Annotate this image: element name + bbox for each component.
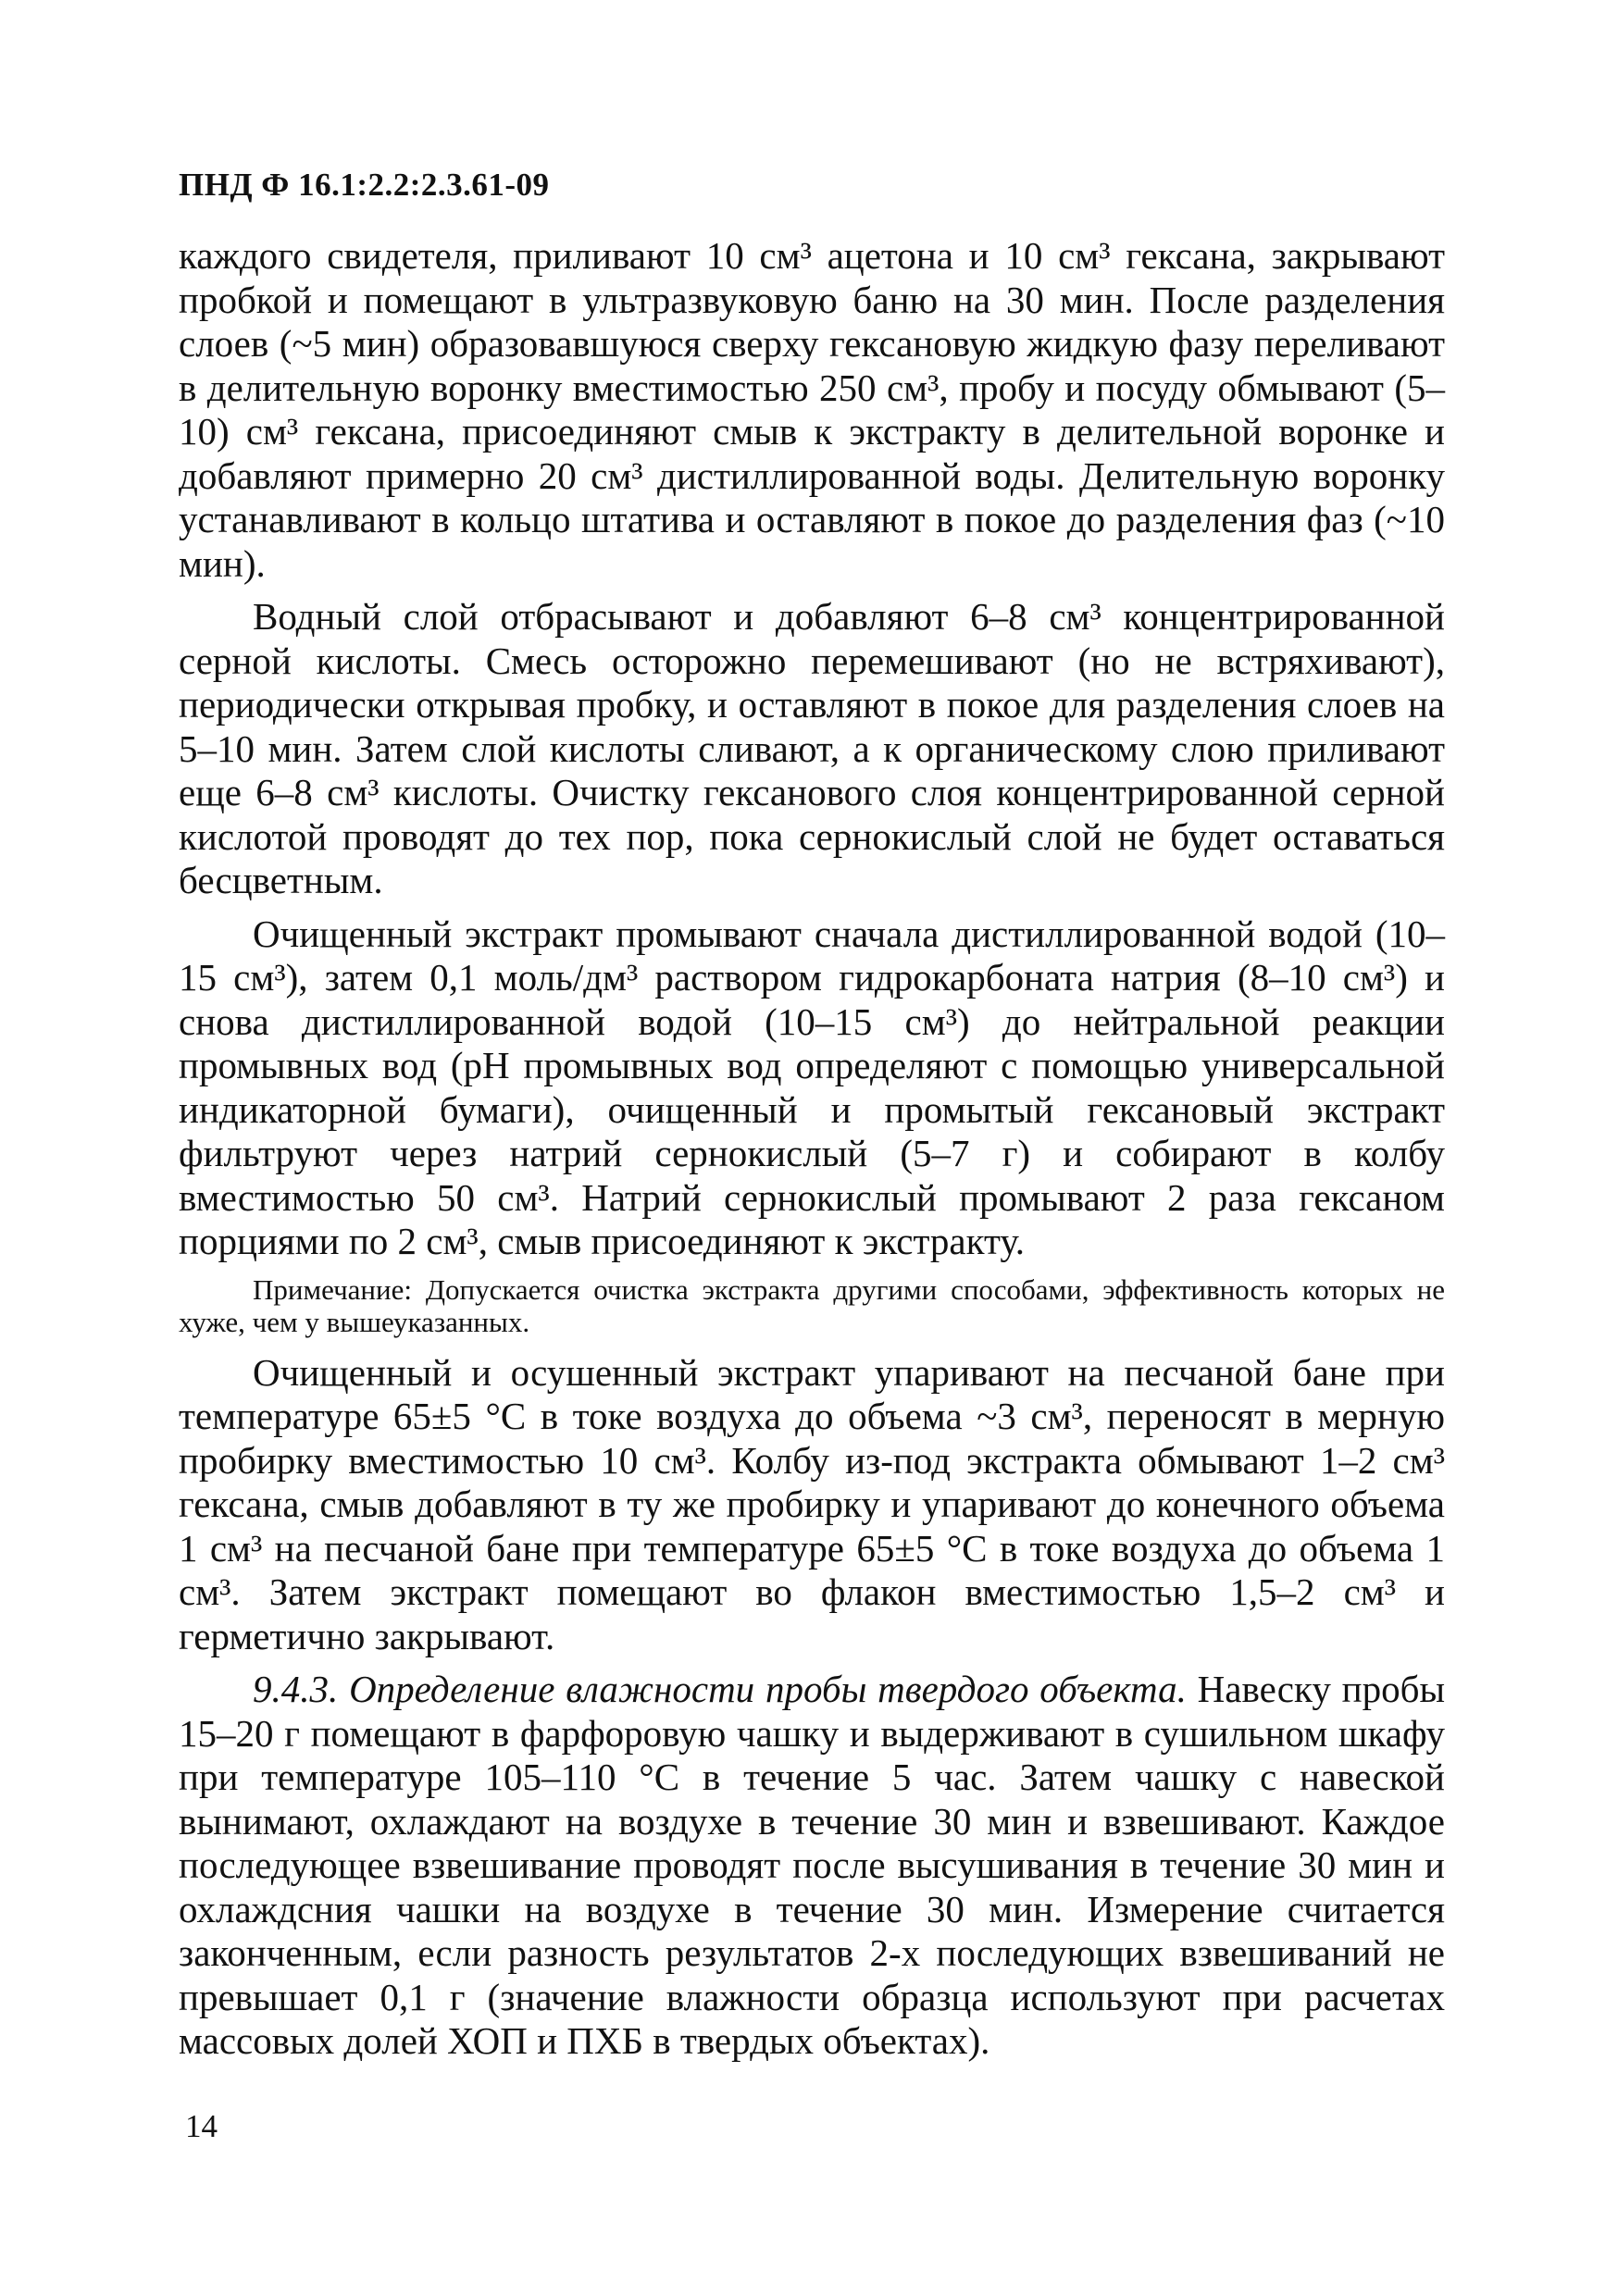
document-code-header: ПНД Ф 16.1:2.2:2.3.61-09 bbox=[179, 167, 550, 203]
paragraph-evaporation: Очищенный и осушенный экстракт упаривают на песчаной бане при температуре 65±5 °С в токе воздуха до объема ~3 см³, переносят в мерную пробирку вместимостью 10 см³. Колбу из-под экстракта обмывают 1–2 см³ гексана, смыв добавляют в ту же пробирку и упаривают до конечного объема 1 см³ на песчаной бане при температуре 65±5 °С в токе воздуха до объема 1 см³. Затем экстракт помещают во флакон вместимостью 1,5–2 см³ и герметично закрывают. bbox=[179, 1350, 1445, 1657]
paragraph-washing: Очищенный экстракт промывают сначала дистиллированной водой (10–15 см³), затем 0,1 моль/дм³ раствором гидрокарбоната натрия (8–10 см³) и снова дистиллированной водой (10–15 см³) до нейтральной реакции промывных вод (pH промывных вод определяют с помощью универсальной индикаторной бумаги), очищенный и промытый гексановый экстракт фильтруют через натрий сернокислый (5–7 г) и собирают в колбу вместимостью 50 см³. Натрий сернокислый промывают 2 раза гексаном порциями по 2 см³, смыв присоединяют к экстракту. bbox=[179, 912, 1445, 1262]
page-body bbox=[179, 234, 1445, 2073]
note-text: Примечание: Допускается очистка экстракта другими способами, эффективность которых не хуже, чем у вышеуказанных. bbox=[179, 1272, 1445, 1338]
section-heading: 9.4.3. Определение влажности пробы твердого объекта. bbox=[253, 1668, 1187, 1710]
page-number: 14 bbox=[185, 2108, 218, 2144]
section-moisture bbox=[179, 1668, 1445, 2064]
section-text: Навеску пробы 15–20 г помещают в фарфоровую чашку и выдерживают в сушильном шкафу при температуре 105–110 °С в течение 5 час. Затем чашку с навеской вынимают, охлаждают на воздухе в течение 30 мин и взвешивают. Каждое последующее взвешивание проводят после высушивания в течение 30 мин и охлаждсния чашки на воздухе в течение 30 мин. Измерение считается законченным, если разность результатов 2-х последующих взвешиваний не превышает 0,1 г (значение влажности образца используют при расчетах массовых долей ХОП и ПХБ в твердых объектах). bbox=[179, 1668, 1445, 2062]
paragraph-continuation: каждого свидетеля, приливают 10 см³ ацетона и 10 см³ гексана, закрывают пробкой и помещают в ультразвуковую баню на 30 мин. После разделения слоев (~5 мин) образовавшуюся сверху гексановую жидкую фазу переливают в делительную воронку вместимостью 250 см³, пробу и посуду обмывают (5–10) см³ гексана, присоединяют смыв к экстракту в делительной воронке и добавляют примерно 20 см³ дистиллированной воды. Делительную воронку устанавливают в кольцо штатива и оставляют в покое до разделения фаз (~10 мин). bbox=[179, 234, 1445, 585]
paragraph-acid-cleanup: Водный слой отбрасывают и добавляют 6–8 см³ концентрированной серной кислоты. Смесь осторожно перемешивают (но не встряхивают), периодически открывая пробку, и оставляют в покое для разделения слоев на 5–10 мин. Затем слой кислоты сливают, а к органическому слою приливают еще 6–8 см³ кислоты. Очистку гексанового слоя концентрированной серной кислотой проводят до тех пор, пока сернокислый слой не будет оставаться бесцветным. bbox=[179, 595, 1445, 901]
